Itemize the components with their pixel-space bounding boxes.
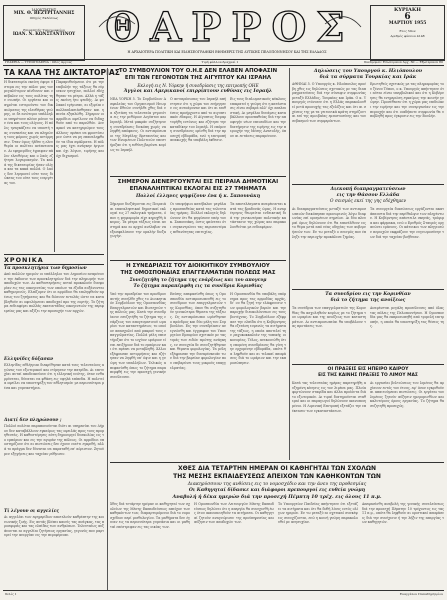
right-body-2b: Τα συνεργεία διασώσεως εργάζονται ακατάπαυστα διά την περίθαλψιν των πληγέντων. Η Κυβέρνησις απέστειλε σκηνάς, τρόφιμα και φάρμακα, ενώ ο Ερυθρός Σταυρός οργανώνει εράνους. Οι κάτοικοι των πληγεισών περιοχών εκφράζουν την ευγνωμοσύνην των διά την ταχείαν βοήθειαν. bbox=[370, 207, 444, 239]
masthead-subtitle: Η ΑΡΧΑΙΟΤΕΡΑ ΠΟΛΙΤΙΚΗ ΚΑΙ ΕΙΔΗΣΕΟΓΡΑΦΙΚΗ ΕΦΗΜΕΡΙΣ ΤΗΣ ΔΥΤΙΚΗΣ ΠΕΛΟΠΟΝΝΗΣΟΥ ΚΑΙ ΤΗΣ ΕΛΛΑΔΟΣ bbox=[127, 50, 327, 54]
year-volume: Ετος 59ον bbox=[399, 29, 416, 34]
footer-rule bbox=[3, 590, 444, 591]
xronika-body3: Πολλοί πολίται παραπονούνται διότι αι υπηρεσίαι του Δήμου δεν καταβάλλουν εγκαίρως τας οφειλάς προς τους προμηθευτάς. Η καθυστέρησις αύτη δημιουργεί δυσκολίας εις το εμπόριον και εις την αγοράν της πόλεως. Οι αρμόδιοι υποστηρίζουν ότι αι πιστώσεις δεν έχουν εισέτι εγκριθή, αλλά το πράγμα δεν δύναται να παραταθή επ' αόριστον. Ζητούμεν εξηγήσεις και ταχείαν ρύθμισιν. bbox=[4, 424, 104, 456]
right-body-3a: Τα συνέδρια των επαγγελματιών της Κορινθίας θα ασχοληθούν κυρίως με το ζήτημα του ωραρίου και της ανοίξεως των καταστημάτων. Αι αντιπροσωπείαι θα υποβάλουν τας προτάσεις των. bbox=[292, 306, 366, 329]
bottom-body-c: Το Υπουργείον Παιδείας απήντησεν ότι εξετάζει τα αιτήματα και ότι θα δοθή λύσις εντός ολίγων ημερών. Εν τω μεταξύ αι σχετικαί συσκέψεις συνεχίζονται, ενώ η κοινή γνώμη παρακολουθεί με ανησυχίαν. bbox=[278, 502, 358, 525]
right-body-1a: ΑΘΗΝΑΙ 5. Ο Υπουργός κ. Ηλιόπουλος προέβη χθες εις δηλώσεις σχετικώς με τας διαπραγματεύσεις διά την σύναψιν συμφωνίας μεταξύ Ελλάδος, Τουρκίας και Ιράκ. Ο κ. Υπουργός ετόνισεν ότι η Ελλάς παρακολουθεί μετά προσοχής τας εξελίξεις και ότι αι σχέσεις της με τα γειτονικά κράτη στηρίζονται επί της αμοιβαίας εμπιστοσύνης και του σεβασμού των συμφερόντων. bbox=[292, 82, 366, 123]
mid-h2-sub: Πολλοί έλληνες ψηφίζουν ένα ή κ. Σαπουνάκη bbox=[135, 194, 261, 199]
left-headline: ΤΑ ΚΑΛΑ ΤΗΣ ΔΙΚΤΑΤΟΡΙΑΣ bbox=[4, 68, 120, 77]
mid-h1-sub1: Εκλογή εις Ν. Υόρκην ή συνεδρίασις της επιτροπής ΟΗΕ bbox=[137, 83, 259, 88]
xronika-body1: Από πολλών ημερών οι υπάλληλοι του Δημοσίου αναμένουν την έκδοσιν των προσκλητηρίων διά την πληρωμήν των αποδοχών των. Αι καθυστερήσεις αυταί προκαλούν δυσφορίαν εις τας οικογενείας των οποίων τα έξοδα αυξάνονται καθημερινώς. Ελπίζομεν ότι οι αρμόδιοι θα επιληφθούν αμέσως του ζητήματος και θα δώσουν εντολάς ώστε να καταβληθούν αι οφειλόμεναι αποδοχαί προ της εορτής. Το ζήτημα ενδιαφέρει πολλάς εκατοντάδας οικογενειών της περιφερείας μας και αξίζει την προσοχήν των αρχών. bbox=[4, 272, 104, 313]
strip-mid: Τιμή φύλλου δραχμαί 1 bbox=[201, 60, 239, 64]
right-h2-sub2: Ο σεισμός εκεί της γης εδέχθημεν bbox=[329, 199, 407, 204]
mid-h3-sub2: Το ζήτημα παραπέμφθη εις τα συνέδρια Κορινθίας bbox=[133, 284, 263, 289]
mid-body-3c: Η Ομοσπονδία θα υποβάλη υπόμνημα προς τας αρμοδίας αρχάς, δι' ου θα ζητή την ελάφρυνσιν των φορολογικών βαρών και την παροχήν διευκολύνσεων εις τους βιοτέχνας. Το Συμβούλιον εξέφρασε την ελπίδα ότι η Κυβέρνησις θα εξετάση ευμενώς τα αιτήματα της τάξεως, η οποία αποτελεί την ραχοκοκκαλιάν της τοπικής οικονομίας. Τέλος, ανεκοινώθη ότι η επομένη συνεδρίασις θα γίνη την ερχομένην εβδομάδα, οπότε θα ληφθούν και αι τελικαί αποφάσεις διά το ωράριον και την εκπροσώπησιν. bbox=[230, 292, 286, 365]
footer-right: Ευαγγέλου Παπαδημητρίου bbox=[399, 592, 443, 596]
xronika-sub3: Διατί δεν πληρώνουν ; bbox=[4, 418, 62, 423]
right-body-1b: Ερωτηθείς σχετικώς με τας πληροφορίας του ξένου Τύπου, ο κ. Υπουργός απήντησεν ότι αύται είναι υπερβολικαί και ότι η Κυβέρνησις θα ενημερώση εγκαίρως την κοινήν γνώμην. Προσέθεσεν ότι η χώρα μας επιδιώκει την ειρήνην και την συνεργασίαν εις την περιοχήν και ότι οιαδήποτε συμφωνία θα υποβληθή προς έγκρισιν εις την Βουλήν. bbox=[370, 82, 444, 119]
right-rule-1 bbox=[292, 184, 444, 185]
right-body-4a: Κατά τας τελευταίας ημέρας παρετηρήθη αυξημένη κίνησις εις τον λιμένα μας. Πλοία φορτώνουν σταφίδα και άλλα προϊόντα διά το εξωτερικόν. Αι τιμαί διατηρούνται σταθεραί και οι παραγωγοί δηλώνουν ικανοποιημένοι. Η Λιμενική Επιτροπή εξετάζει την επέκτασιν των εγκαταστάσεων. bbox=[292, 381, 366, 413]
mid-body-3b: Επίσης απεφασίσθη όπως η Ομοσπονδία αντιπροσωπευθή εις το συνέδριον των επαγγελματιών της Κορινθίας, όπου θα συζητηθούν γενικώτερα θέματα της τάξεως. Ως αντιπρόσωποι ωρίσθησαν ο πρόεδρος και δύο μέλη του Συμβουλίου. Εις την συνεδρίασιν ανεγνώσθη και έγγραφον του Υπουργείου Εμπορίου σχετικόν με τας τιμάς των ειδών πρώτης ανάγκης, εν συνεχεία δε συνεζητήθησαν και θέματα φορολογίας. Τα μέλη εξέφρασαν την δυσαρέσκειάν των διά την βαρείαν φορολογίαν που επιβαρύνει τους μικρούς επαγγελματίας. bbox=[170, 292, 226, 370]
weekday: ΚΥΡΙΑΚΗ bbox=[394, 7, 421, 13]
strip-right: Συνδρομαί: Εσωτερικού Δρχ. 60 — Εξωτερικού 80 bbox=[363, 60, 443, 64]
mid-h1-sub2: Άγγλοι και Αμερικανοί επιρρίπτουν ευθύνας εις Ισραήλ bbox=[123, 89, 273, 94]
day-number: 6 bbox=[404, 12, 411, 23]
xronika-sub1: Τα προσκλητήρια των δημοσίων bbox=[4, 266, 87, 271]
mid-body-2b: Οι υποψήφιοι κατέβαλον μεγάλας προσπαθείας κατά τας τελευταίας ημέρας. Πολλοί εκλογείς δηλώνουν ότι θα ψηφίσουν υπέρ του κ. Σαπουνάκη, όστις φαίνεται ότι συγκεντρώνει τας περισσοτέρας πιθανότητας επιτυχίας. bbox=[170, 202, 226, 234]
strip-left: ΓΡΑΦΕΙΑ — ΤΥΠΟΓΡΑΦΕΙΑ : Οδός Άργους bbox=[5, 60, 73, 64]
left-body-b: Παραμυθούμενοι ότι με την επιβολήν της τάξεως θα εύρισκον ησυχίαν, πολλοί εδέχθησαν τα μέτρα. Αλλά η τάξις εκείνη ήτο ψευδής. Αι φυλακαί εγέμισαν, αι εξορίαι επολλαπλασιάσθησαν και η πενία εξηπλώθη. Σήμερον οι αρμόδιοι οφείλουν να διδαχθούν από το παρελθόν. Δεν αρκεί να κατηγορώμεν τους άλλους· πρέπει να φροντίσωμεν ώστε να μη επαναληφθούν τα ίδια σφάλματα. Η πόλις μας έχει ανάγκην έργων και όχι λόγων, ειρήνης και όχι διχασμού. bbox=[56, 80, 104, 158]
right-h3: Τα συνεδρίου εις την Κορινθίαν bbox=[325, 292, 411, 297]
right-h3-sub: διά το ζήτημα της ανοίξεως bbox=[330, 298, 406, 303]
bottom-rule-top bbox=[110, 462, 444, 463]
mid-h2-line1: ΣΗΜΕΡΟΝ ΔΙΕΝΕΡΓΟΥΝΤΑΙ ΕΙΣ ΠΕΙΡΑΙΑ ΔΗΜΟΤΙΚΑΙ bbox=[117, 179, 279, 185]
owner-box bbox=[3, 5, 85, 61]
col-divider-1 bbox=[107, 68, 108, 590]
mid-body-1b: Ο αντιπρόσωπος του Ισραήλ απήντησεν ότι η χώρα του ενήργησεν εις αυτοάμυναν και ότι αι επιθέσεις προήρχοντο από το αιγυπτιακόν έδαφος. Η Αίγυπτος διεμαρτυρήθη εντόνως και εζήτησε την καταδίκην του Ισραήλ. Η επόμενη συνεδρίασις ορίσθη διά την προσεχή εβδομάδα, ενώ η επιτροπή ανακωχής θα υποβάλη έκθεσιν. bbox=[170, 97, 226, 143]
right-rule-3 bbox=[292, 364, 444, 365]
xronika-rule-2 bbox=[4, 264, 104, 265]
mid-body-2c: Τα αποτελέσματα αναμένονται κατά τας βραδυνάς ώρας. Η αναμέτρησις θεωρείται ενδεικτική διά την γενικωτέραν πολιτικήν κατάστασιν της χώρας και παρακολουθείται με ενδιαφέρον. bbox=[230, 202, 286, 229]
masthead-title: ΘΑΡΡΟΣ bbox=[105, 3, 355, 51]
printer-name: ΙΩΑΝ. Ν. ΚΩΝΣΤΑΝΤΙΝΟΥ bbox=[12, 30, 76, 36]
right-h1: Δηλώσεις του Υπουργού κ. Ηλιόπουλου bbox=[313, 68, 423, 74]
xronika-body2: Ελληνίδες αθλήτριαι διεκρίθησαν κατά τους τελευταίους αγώνας του εξωτερικού και ετίμησαν την πατρίδα. Αι επιτυχίαι αυταί αποδεικνύουν ότι η ελληνική νεότης, όταν ενθαρρύνεται, δύναται να φθάση εις υψηλά επίπεδα. Η πολιτεία οφείλει να υποστηρίξη τον αθλητισμόν με περισσότερα μέσα και γυμναστήρια. bbox=[4, 363, 104, 390]
mid-body-1a: ΝΕΑ ΥΟΡΚΗ 5. Το Συμβούλιον Ασφαλείας του Οργανισμού Ηνωμένων Εθνών συνήλθε χθες διά να εξετάση τα τελευταία γεγονότα εις την μεθόριον Αιγύπτου και Ισραήλ. Μετά μακράν συζήτησιν η συνεδρίασις διεκόπη χωρίς να ληφθή απόφασις. Οι αντιπρόσωποι της Μεγάλης Βρεταννίας και των Ηνωμένων Πολιτειών υπεστήριξαν ότι η ευθύνη βαρύνει κυρίως το Ισραήλ. bbox=[110, 97, 166, 152]
xronika-header: ΧΡΟΝΙΚΑ bbox=[4, 256, 44, 264]
bottom-sub3: Αναβολή ή δέκα ημερών διά την προσεχή Πέμπτη 10 τρέχ. εις όλους 11 π.μ. bbox=[172, 494, 382, 500]
mid-body-1c: Εις τους διπλωματικούς κύκλους επικρατεί η γνώμη ότι η κατάστασις είναι σοβαρά αλλ' όχι απελπιστική. Αι μεγάλαι δυνάμεις καταβάλλουν προσπαθείας διά την αποφυγήν νέων επεισοδίων και την διατήρησιν της ειρήνης εις την περιοχήν της Μέσης Ανατολής, όπου αι εντάσεις παραμένουν. bbox=[230, 97, 287, 138]
bottom-body-d: Απεφασίσθη αναβολή της γενικής συνελεύσεως διά την προσεχή Πέμπτην 10 τρέχοντος εις τας 11 π.μ., οπότε θα ληφθούν αι οριστικαί αποφάσεις διά την συνέχισιν ή την λήξιν της απεργίας των καθηγητών. bbox=[362, 502, 444, 525]
issue-number: Αριθμός φύλλου 4148 bbox=[390, 33, 425, 38]
right-h2-sub: εις την Θάσσον Ελλάδα bbox=[336, 193, 400, 198]
bottom-sub2: Οι Καθηγηταί δίδασκε και διάφοροι πρεπουργοί εις ευθεία γνώμη bbox=[188, 488, 366, 493]
mid-h3-sub1: Συνεζητήθη το ζήτημα της ενάρξεως και του απογευμ bbox=[129, 278, 267, 283]
mid-h3-line1: Η ΣΥΝΕΔΡΙΑΣΙΣ ΤΟΥ ΔΙΟΙΚΗΤΙΚΟΥ ΣΥΜΒΟΥΛΙΟΥ bbox=[126, 263, 270, 269]
bottom-body-a: Χθες διά τετάρτην ημέραν οι καθηγηταί των σχολείων της Μέσης Εκπαιδεύσεως απείχον των καθηκόντων των, διαμαρτυρόμενοι διά το νομοσχέδιον περί μισθολογίου. Τα μαθήματα δεν έγιναν εις τα περισσότερα γυμνάσια και οι μαθηταί επέστρεψαν εις τας οικίας των. bbox=[110, 502, 190, 529]
mid-h1-line1: ΤΟ ΣΥΜΒΟΥΛΙΟΝ ΤΟΥ Ο.Η.Ε ΔΕΝ ΕΛΑΒΕΝ ΑΠΟΦΑΣΙΝ bbox=[118, 68, 278, 74]
owner-name: ΜΙΧ. Θ. ΒΕΖΥΡΓΙΑΝΝΗΣ bbox=[13, 11, 75, 17]
xronika-sub2: Ελληνίδες δόξασαν bbox=[4, 357, 54, 362]
mid-h1-line2: ΕΠΙ ΤΩΝ ΓΕΓΟΝΟΤΩΝ ΤΗΣ ΑΙΓΥΠΤΟΥ ΚΑΙ ΙΣΡΑΗΛ bbox=[124, 75, 272, 81]
bottom-sub1: Διακηρύσσουν της ανθίσεις εις το νομοσχέδιο και την άνευ της προθεσμίας bbox=[187, 482, 367, 487]
mid-rule-1 bbox=[110, 176, 286, 177]
right-h2: Διεκοπή διαπραγματεύσεων bbox=[330, 187, 406, 192]
right-h1-sub: διά τα σύρματα Τουρκίας και Ιράκ bbox=[319, 74, 417, 80]
mid-rule-2 bbox=[110, 260, 286, 261]
right-body-3b: Αναμένεται μεγάλη προσέλευσις από όλας τας πόλεις της Πελοποννήσου. Η Ομοσπονδία μας θα εκπροσωπηθή από τριμελή επιτροπήν, η οποία θα υποστηρίξη τας θέσεις της. bbox=[370, 306, 444, 329]
xronika-body4: Αι αγγελίαι των εφημερίδων αποτελούν καθρέπτην της κοινωνικής ζωής. Εις αυτάς βλέπει κανείς τας ανάγκας, τας προσφοράς και τας ελπίδας των ανθρώπων. Τελευταίως αυξάνονται αι αγγελίαι ζητήσεως εργασίας, γεγονός που μαρτυρεί την ανεργίαν εις την περιφέρειαν. bbox=[4, 515, 104, 538]
right-body-2a: Αι διαπραγματεύσεις μεταξύ των αντιπροσωπειών διεκόπησαν προσωρινώς λόγω διαφωνίας επί ορισμένων σημείων. Αι δύο πλευραί όμως δηλώνουν ότι θα επανέλθουν εις το θέμα μετά από νέας οδηγίας των κυβερνήσεών των. Εν τω μεταξύ ο σεισμός που έπληξε την περιοχήν προκάλεσε ζημίας. bbox=[292, 207, 366, 239]
right-body-4b: Αι εργασίαι βελτιώσεως του λιμένος θα αρχίσουν εντός του έτους, εφ' όσον εγκριθούν αι απαιτούμεναι πιστώσεις. Οι εργάται του λιμένος ζητούν αύξησιν ημερομισθίων και καλυτέρους όρους εργασίας. Το ζήτημα θα συζητηθή προσεχώς. bbox=[370, 381, 444, 408]
month-year: ΜΑΡΤΙΟΥ 1955 bbox=[388, 21, 427, 27]
mid-h2-line2: ΕΠΑΝΑΛΗΠΤΙΚΑΙ ΕΚΛΟΓΑΙ ΕΙΣ 27 ΤΜΗΜΑΤΑ bbox=[129, 186, 267, 192]
col-divider-2 bbox=[289, 68, 290, 460]
date-box bbox=[370, 5, 445, 61]
masthead-ornament bbox=[95, 6, 365, 48]
bottom-body-b: Η Ομοσπονδία των Λειτουργών Μέσης Εκπαιδεύσεως δηλώνει ότι η απεργία θα συνεχισθή έως ότου ικανοποιηθούν τα αιτήματα. Οι καθηγηταί ζητούν αναγνώρισιν της προϋπηρεσίας και αύξησιν των αποδοχών των. bbox=[194, 502, 274, 525]
right-h4-sub: ΕΙΣ ΤΗΣ ΚΑΙΝΗΣ ΠΡΑΞΕΙΣ ΤΟ ΛΙΜΟΥ ΜΑΣ bbox=[318, 373, 418, 378]
printer-label: Επιμελητής Τυπογραφείου bbox=[23, 27, 65, 32]
mid-body-3a: Υπό την προεδρίαν του προέδρου αυτής συνήλθε χθες το Διοικητικόν Συμβούλιον της Ομοσπονδίας Επαγγελματιών και Βιοτεχνών της πόλεώς μας. Κατά την συνεδρίασιν εσυζητήθη το ζήτημα της ενάρξεως του απογευματινού ωραρίου των καταστημάτων, το οποίον απασχολεί από μακρού τους επαγγελματίας. Πολλά μέλη υπεστήριξαν ότι το ισχύον ωράριον είναι επιζήμιον διά το εμπόριον και ότι πρέπει να μεταβληθή. Άλλοι εξέφρασαν αντιρρήσεις και εζήτησαν να ληφθή υπ' όψιν και η γνώμη των υπαλλήλων. Τελικώς απεφασίσθη όπως το ζήτημα παραπεμφθή εις την προσεχή γενικήν συνέλευσιν. bbox=[110, 292, 166, 379]
right-h4: ΟΙ ΠΡΑΞΕΙΣ ΕΙΣ ΗΠΕΙΡΟ ΚΑΙΡΟΥ bbox=[327, 367, 409, 372]
left-inner-rule bbox=[54, 80, 55, 252]
xronika-rule bbox=[4, 254, 104, 255]
masthead-rule-bottom bbox=[3, 65, 444, 66]
left-body-a: Η δικτατορία εκείνη έφερε ύστερα εις την πόλιν μας τον μεγαλύτερον κίνδυνον και επέβαλεν εις τους πολίτας την σιωπήν. Οι εργάται και οι αγρόται εστερούντο του δικαιώματος της ελευθέρας γνώμης, οι δε ανώτεροι υπάλληλοι υπηρέτουν πλέον μόνον τον ένα και τους ολίγους. Η πόλις ηναγκάζετο να υποστή τας συνεπείας και να πληρώνη τους φόρους χωρίς αντίρρησιν. Όταν όμως ήλθεν η ελευθερία οι πολίται ανέπνευσαν. Αι εφημερίδες έγραψαν πάλιν ελευθέρως και ο λαός εζήτησε λογαριασμόν. Τα καλά της δικτατορίας ήσαν ολίγα και τα κακά πολλά. Ο λαός δεν λησμονεί ούτε τους διώκτας του ούτε τους ευεργέτας του. bbox=[4, 80, 53, 186]
left-headline-rule bbox=[4, 78, 104, 79]
right-rule-2 bbox=[292, 289, 444, 290]
xronika-sub4: Τί λέγουν οι αγγελίες bbox=[4, 509, 60, 514]
owner-role: Οδηγός Εκδόσεως bbox=[29, 16, 59, 21]
mid-body-2a: Σήμερον διεξάγονται εις Πειραιά αι επαναληπτικαί δημοτικαί εκλογαί εις 27 εκλογικά τμήματα, όπου η ψηφοφορία είχε κηρυχθή άκυρος. Τα μέτρα τάξεως είναι αυστηρά και αι αρχαί ανέλαβον να εξασφαλίσουν την ομαλήν διεξαγωγήν. bbox=[110, 202, 166, 239]
bottom-line2: ΤΗΣ ΜΕΣΗΣ ΕΚΠΑΙΔΕΥΣΕΩΣ ΑΠΕΙΧΟΝ ΤΩΝ ΚΑΘΗΚΟΝΤΩΝ ΤΩΝ bbox=[173, 473, 381, 480]
mid-h3-line2: ΤΗΣ ΟΜΟΣΠΟΝΔΙΑΣ ΕΠΑΓΓΕΛΜΑΤΙΩΝ ΠΟΛΕΩΣ ΜΑΣ bbox=[120, 270, 276, 276]
bottom-line1: ΧΘΕΣ ΔΙΑ ΤΕΤΑΡΤΗΝ ΗΜΕΡΑΝ ΟΙ ΚΑΘΗΓΗΤΑΙ ΤΩΝ ΣΧΟΛΩΝ bbox=[177, 465, 377, 472]
footer-left: Σελίς 1 bbox=[5, 592, 17, 596]
owner-label: ΙΔΙΟΚΤΗΤΗΣ bbox=[31, 8, 57, 12]
